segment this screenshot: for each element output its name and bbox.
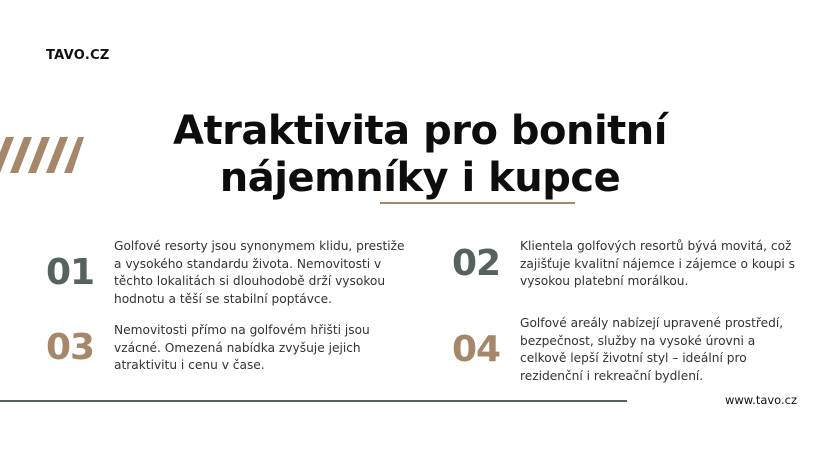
feature-number: 01 [46, 252, 95, 293]
feature-number: 03 [46, 327, 95, 369]
feature-text: Golfové areály nabízejí upravené prostředí, bezpečnost, služby na vysoké úrovni a celkově lepší životní styl – ideální pro rezidenční i rekreační bydlení. [520, 316, 784, 383]
feature-item-02 [452, 238, 797, 291]
feature-text: Golfové resorty jsou synonymem klidu, prestiže a vysokého standardu života. Nemovitosti v těchto lokalitách si dlouhodobě drží vysokou hodnotu a těší se stabilní poptávce. [114, 239, 405, 306]
page-title [130, 108, 710, 202]
decorative-stripes [0, 137, 84, 173]
logo: TAVO.CZ [46, 48, 110, 63]
footer-divider [0, 400, 627, 402]
feature-number: 02 [452, 243, 501, 285]
feature-item-03 [46, 322, 391, 375]
title-underline [380, 202, 575, 204]
feature-number: 04 [452, 329, 501, 370]
title-line-1: Atraktivita pro bonitní [173, 108, 667, 154]
title-line-2: nájemníky i kupce [219, 155, 621, 201]
feature-item-04 [452, 315, 802, 385]
feature-text: Nemovitosti přímo na golfovém hřišti jsou vzácné. Omezená nabídka zvyšuje jejich atraktivitu i cenu v čase. [114, 323, 370, 372]
feature-text: Klientela golfových resortů bývá movitá, což zajišťuje kvalitní nájemce i zájemce o koupi s vysokou platební morálkou. [520, 239, 795, 288]
feature-item-01 [46, 238, 406, 308]
footer-url[interactable]: www.tavo.cz [725, 393, 798, 407]
